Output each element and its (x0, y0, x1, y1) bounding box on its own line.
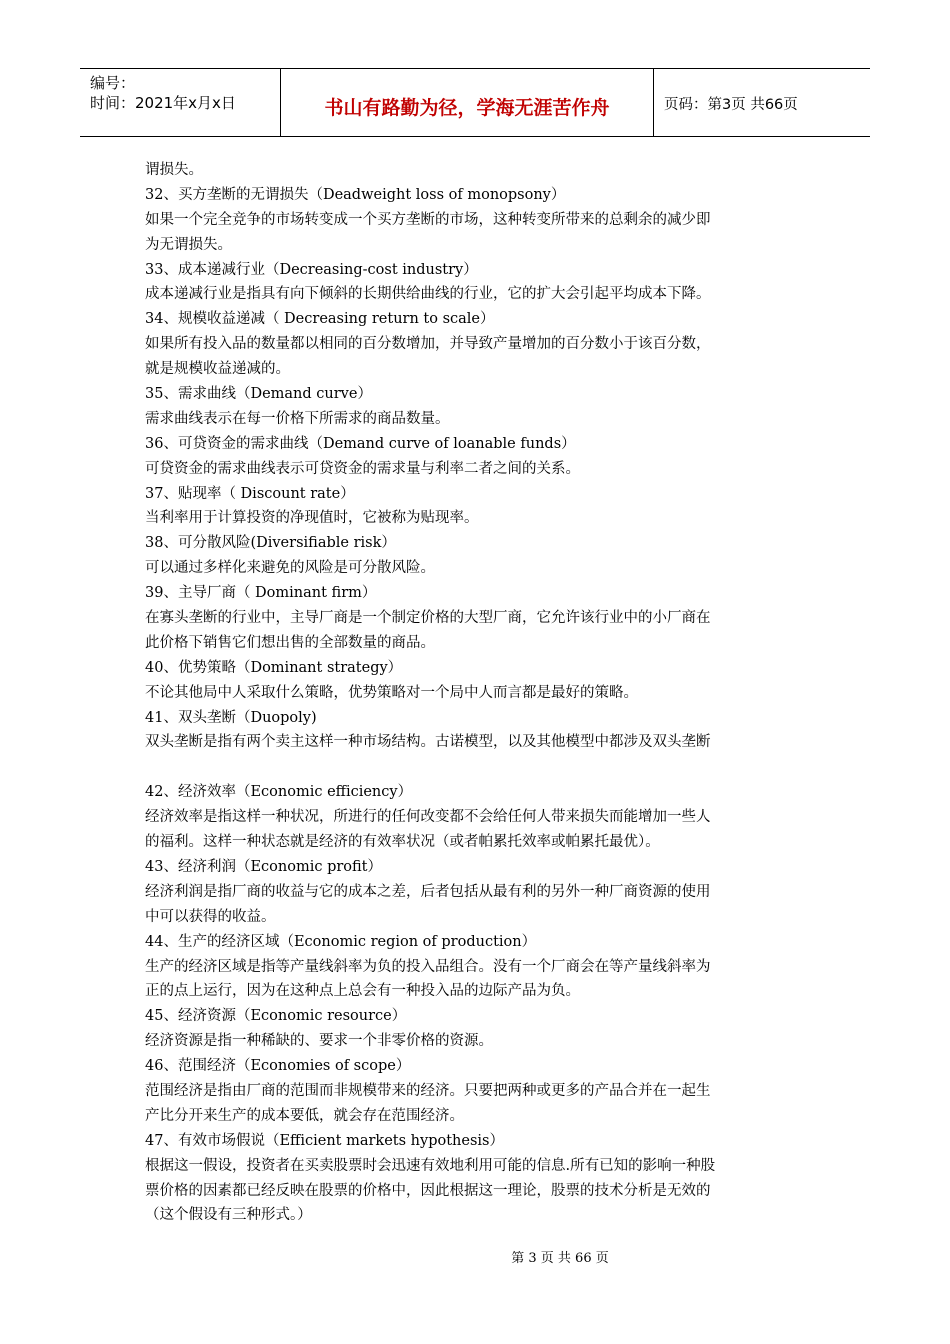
text-line: 33、成本递减行业（Decreasing-cost industry） (145, 261, 478, 278)
text-line: 为无谓损失。 (145, 236, 232, 253)
text-line: 45、经济资源（Economic resource） (145, 1008, 407, 1025)
text-line: 43、经济利润（Economic profit） (145, 858, 383, 875)
blank-line (145, 755, 810, 780)
text-line: 产比分开来生产的成本要低，就会存在范围经济。 (145, 1107, 464, 1124)
text-line: 可贷资金的需求曲线表示可贷资金的需求量与利率二者之间的关系。 (145, 460, 580, 477)
header-motto: 书山有路勤为径，学海无涯苦作舟 (281, 69, 654, 136)
text-line: 谓损失。 (145, 162, 203, 178)
text-line: 36、可贷资金的需求曲线（Demand curve of loanable funds） (145, 435, 576, 452)
text-line: 的福利。这样一种状态就是经济的有效率状况（或者帕累托效率或帕累托最优）。 (145, 834, 660, 851)
page-footer: 第 3 页 共 66 页 (511, 1251, 609, 1266)
date-label: 时间：2021年x月x日 (90, 94, 236, 112)
text-line: 32、买方垄断的无谓损失（Deadweight loss of monopsony） (145, 186, 566, 203)
text-line: 正的点上运行，因为在这种点上总会有一种投入品的边际产品为负。 (145, 983, 580, 1000)
text-line: 可以通过多样化来避免的风险是可分散风险。 (145, 560, 435, 577)
header-meta (80, 69, 281, 136)
text-line: 40、优势策略（Dominant strategy） (145, 659, 403, 676)
text-line: 生产的经济区域是指等产量线斜率为负的投入品组合。没有一个厂商会在等产量线斜率为 (145, 958, 711, 975)
document-body (145, 158, 810, 1228)
text-line: 双头垄断是指有两个卖主这样一种市场结构。古诺模型，以及其他模型中都涉及双头垄断 (145, 734, 711, 751)
page-header (80, 68, 870, 137)
text-line: 46、范围经济（Economies of scope） (145, 1058, 411, 1075)
text-line: 经济效率是指这样一种状况，所进行的任何改变都不会给任何人带来损失而能增加一些人 (145, 809, 711, 826)
text-line: 42、经济效率（Economic efficiency） (145, 784, 413, 801)
text-line: 当利率用于计算投资的净现值时，它被称为贴现率。 (145, 510, 479, 527)
text-line: 34、规模收益递减（ Decreasing return to scale） (145, 311, 495, 328)
text-line: （这个假设有三种形式。） (145, 1207, 312, 1224)
text-line: 41、双头垄断（Duopoly) (145, 709, 317, 726)
text-line: 根据这一假设，投资者在买卖股票时会迅速有效地利用可能的信息.所有已知的影响一种股 (145, 1157, 716, 1174)
text-line: 如果所有投入品的数量都以相同的百分数增加，并导致产量增加的百分数小于该百分数， (145, 336, 711, 353)
text-line: 经济利润是指厂商的收益与它的成本之差，后者包括从最有利的另外一种厂商资源的使用 (145, 883, 711, 900)
text-line: 需求曲线表示在每一价格下所需求的商品数量。 (145, 410, 450, 427)
text-line: 票价格的因素都已经反映在股票的价格中，因此根据这一理论，股票的技术分析是无效的 (145, 1182, 711, 1199)
text-line: 37、贴现率（ Discount rate） (145, 485, 355, 502)
text-line: 中可以获得的收益。 (145, 908, 276, 925)
text-line: 如果一个完全竞争的市场转变成一个买方垄断的市场，这种转变所带来的总剩余的减少即 (145, 211, 711, 228)
text-line: 范围经济是指由厂商的范围而非规模带来的经济。只要把两种或更多的产品合并在一起生 (145, 1082, 711, 1099)
code-label: 编号： (90, 74, 136, 92)
text-line: 35、需求曲线（Demand curve） (145, 386, 372, 403)
text-line: 在寡头垄断的行业中，主导厂商是一个制定价格的大型厂商，它允许该行业中的小厂商在 (145, 610, 711, 627)
text-line: 44、生产的经济区域（Economic region of production） (145, 933, 537, 950)
text-line: 不论其他局中人采取什么策略，优势策略对一个局中人而言都是最好的策略。 (145, 684, 638, 701)
text-line: 成本递减行业是指具有向下倾斜的长期供给曲线的行业，它的扩大会引起平均成本下降。 (145, 286, 711, 303)
text-line: 此价格下销售它们想出售的全部数量的商品。 (145, 634, 435, 651)
text-line: 39、主导厂商（ Dominant firm） (145, 585, 377, 602)
text-line: 经济资源是指一种稀缺的、要求一个非零价格的资源。 (145, 1033, 493, 1050)
text-line: 38、可分散风险(Diversifiable risk） (145, 535, 396, 552)
text-line: 47、有效市场假说（Efficient markets hypothesis） (145, 1132, 504, 1149)
header-page-label: 页码：第3页 共66页 (664, 97, 798, 113)
text-line: 就是规模收益递减的。 (145, 361, 290, 378)
